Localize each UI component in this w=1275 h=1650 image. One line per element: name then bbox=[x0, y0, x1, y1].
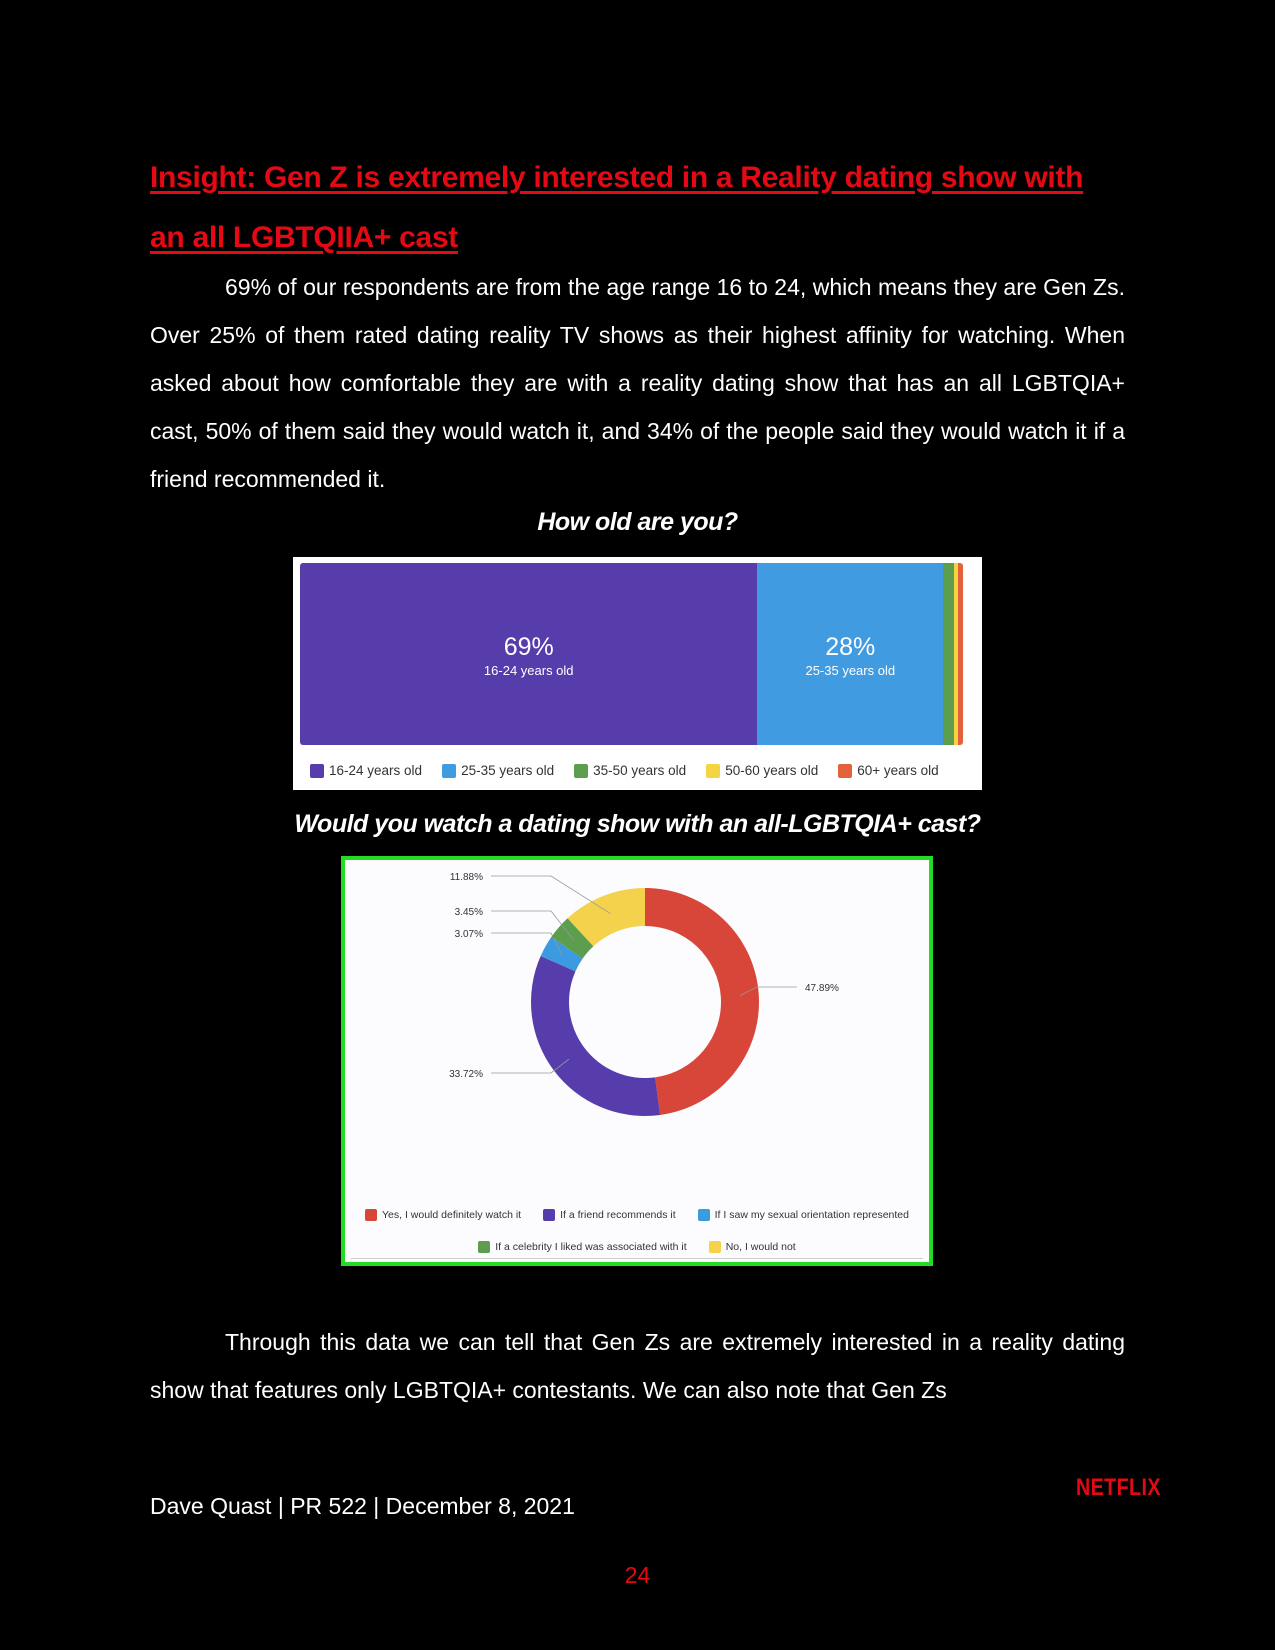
legend-swatch bbox=[365, 1209, 377, 1221]
legend-item bbox=[838, 763, 938, 778]
intro-paragraph bbox=[150, 263, 1125, 503]
conclusion-paragraph-text: Through this data we can tell that Gen Zs are extremely interested in a reality dating show that features only LGBTQIA+ contestants. We can also note that Gen Zs bbox=[150, 1329, 1125, 1403]
donut-value-label: 11.88% bbox=[449, 872, 483, 883]
bar-segment-1 bbox=[757, 563, 943, 745]
bar-segment-0 bbox=[300, 563, 757, 745]
legend-label: 35-50 years old bbox=[593, 763, 687, 778]
legend-swatch bbox=[442, 764, 456, 778]
legend-swatch bbox=[698, 1209, 710, 1221]
donut-value-label: 47.89% bbox=[805, 983, 839, 994]
donut-legend-row-1 bbox=[345, 1209, 929, 1221]
bar-segment-label bbox=[300, 633, 757, 678]
legend-swatch bbox=[543, 1209, 555, 1221]
legend-swatch bbox=[478, 1241, 490, 1253]
footer-credit: Dave Quast | PR 522 | December 8, 2021 bbox=[150, 1493, 575, 1519]
legend-label: If a celebrity I liked was associated with it bbox=[495, 1241, 687, 1253]
bar-segment-percent: 69% bbox=[503, 633, 554, 661]
watch-donut-chart bbox=[341, 856, 933, 1266]
donut-svg bbox=[345, 860, 929, 1262]
bar-segment-percent: 28% bbox=[825, 633, 876, 661]
donut-value-label: 3.45% bbox=[454, 907, 483, 918]
donut-value-label: 3.07% bbox=[454, 929, 483, 940]
age-chart-title: How old are you? bbox=[537, 508, 738, 536]
legend-item bbox=[574, 763, 686, 778]
legend-item bbox=[543, 1209, 676, 1221]
watch-chart-title: Would you watch a dating show with an all-LGBTQIA+ cast? bbox=[294, 810, 981, 838]
age-bar-legend bbox=[310, 763, 939, 778]
donut-legend-row-2 bbox=[345, 1241, 929, 1253]
netflix-logo: NETFLIX bbox=[1076, 1474, 1161, 1501]
legend-label: 60+ years old bbox=[857, 763, 939, 778]
legend-label: No, I would not bbox=[725, 1241, 796, 1253]
legend-item bbox=[709, 1241, 796, 1253]
donut-slice-0 bbox=[645, 888, 759, 1115]
legend-label: Yes, I would definitely watch it bbox=[381, 1209, 522, 1221]
age-bar-track bbox=[300, 563, 963, 745]
bar-segment-category: 25-35 years old bbox=[805, 663, 896, 678]
age-bar-chart bbox=[293, 557, 982, 790]
bar-segment-2 bbox=[943, 563, 954, 745]
legend-label: If I saw my sexual orientation represented bbox=[714, 1209, 909, 1221]
bar-segment-category: 16-24 years old bbox=[483, 663, 574, 678]
conclusion-paragraph bbox=[150, 1318, 1125, 1414]
donut-slice-1 bbox=[531, 956, 660, 1116]
legend-label: 25-35 years old bbox=[461, 763, 555, 778]
legend-item bbox=[365, 1209, 521, 1221]
legend-item bbox=[706, 763, 818, 778]
legend-item bbox=[698, 1209, 909, 1221]
insight-heading: Insight: Gen Z is extremely interested in a Reality dating show with an all LGBTQIIA+ cast bbox=[150, 161, 1084, 254]
legend-item bbox=[442, 763, 554, 778]
intro-paragraph-text: 69% of our respondents are from the age range 16 to 24, which means they are Gen Zs. Over 25% of them rated dating reality TV shows as their highest affinity for watching. When asked about how comfortable they are with a reality dating show that has an all LGBTQIA+ cast, 50% of them said they would watch it, and 34% of the people said they would watch it if a friend recommended it. bbox=[150, 274, 1125, 492]
legend-item bbox=[310, 763, 422, 778]
legend-swatch bbox=[574, 764, 588, 778]
page-number: 24 bbox=[624, 1562, 651, 1588]
legend-item bbox=[478, 1241, 686, 1253]
legend-label: 16-24 years old bbox=[329, 763, 423, 778]
legend-label: If a friend recommends it bbox=[560, 1209, 676, 1221]
donut-value-label: 33.72% bbox=[449, 1069, 483, 1080]
bar-segment-4 bbox=[958, 563, 963, 745]
legend-label: 50-60 years old bbox=[725, 763, 819, 778]
donut-baseline bbox=[351, 1258, 923, 1259]
bar-segment-label bbox=[757, 633, 943, 678]
legend-swatch bbox=[709, 1241, 721, 1253]
legend-swatch bbox=[310, 764, 324, 778]
legend-swatch bbox=[706, 764, 720, 778]
legend-swatch bbox=[838, 764, 852, 778]
